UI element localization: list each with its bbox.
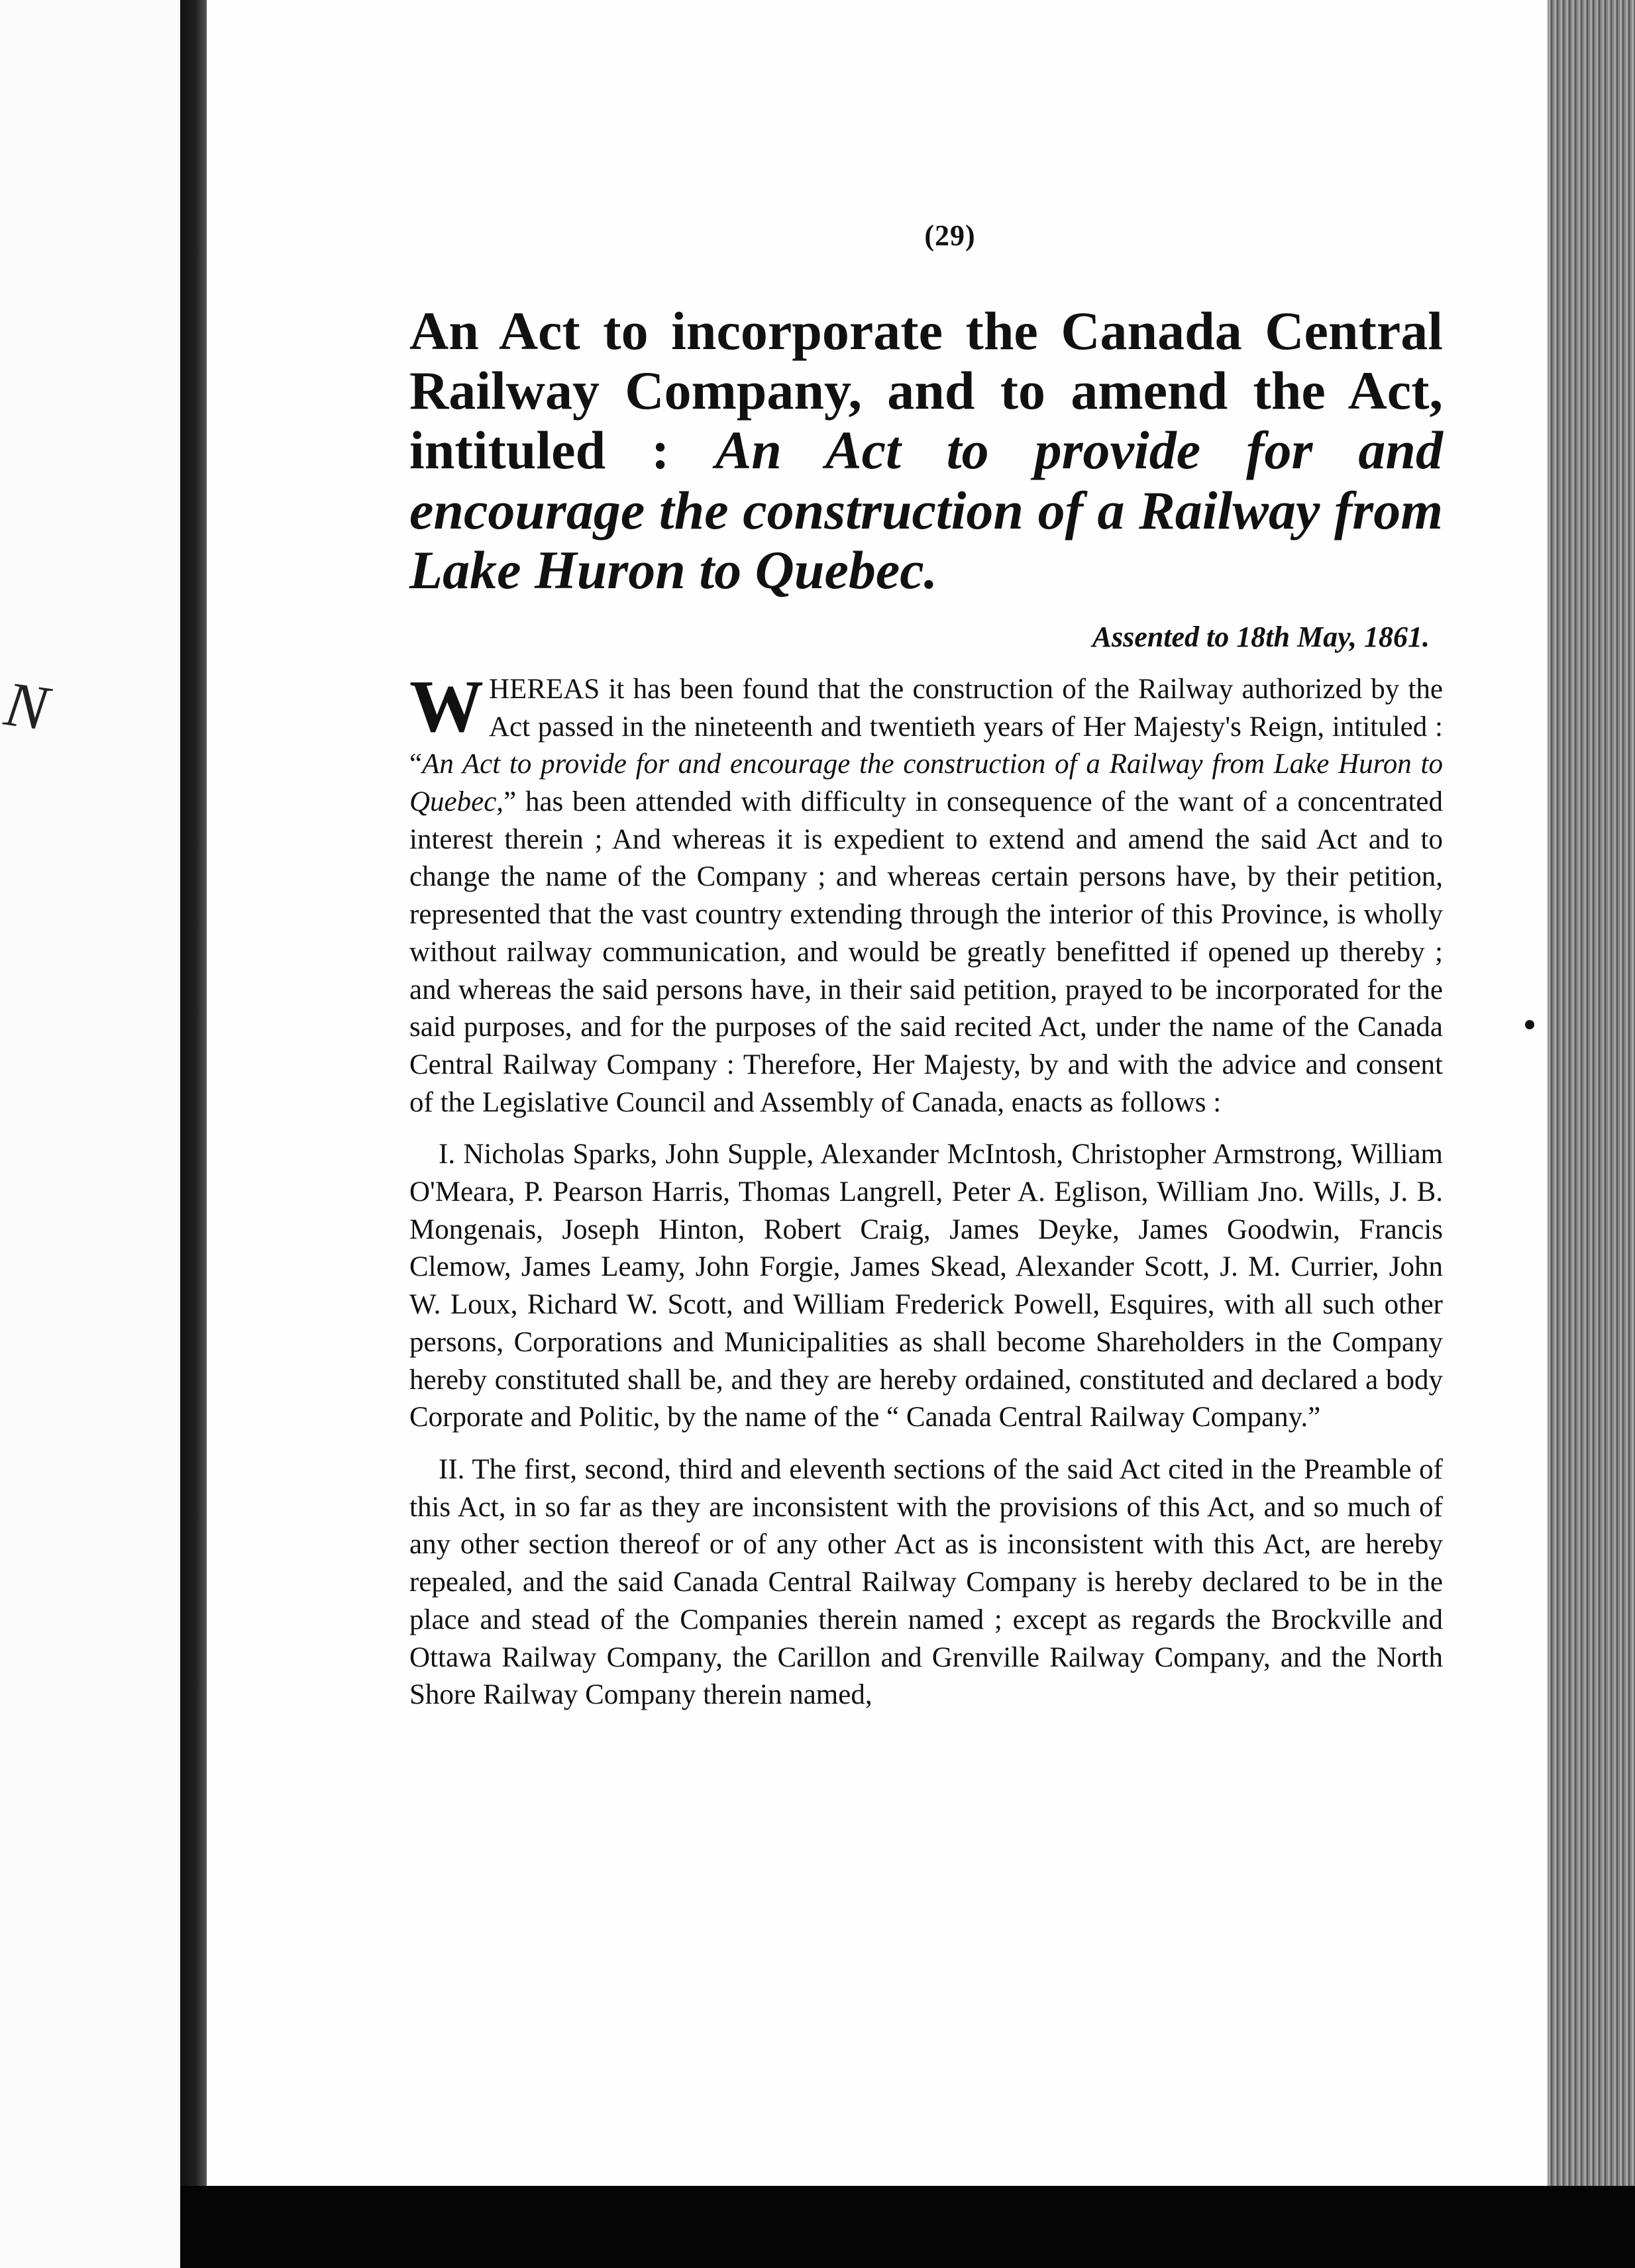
section-2: II. The first, second, third and eleventh sections of the said Act cited in the Preamble of this Act, in so far as they are inconsistent with the provisions of this Act, and so much of any other section thereof or of any other Act as is inconsistent with this Act, are hereby repealed, and the said Canada Central Railway Company is hereby declared to be in the place and stead of the Companies therein named ; except as regards the Brockville and Ottawa Railway Company, the Carillon and Grenville Railway Company, and the North Shore Railway Company therein named, <box>409 1454 1443 1711</box>
assent-prefix: Assented to <box>1092 620 1230 653</box>
ink-spot <box>1525 1020 1534 1029</box>
preamble <box>409 665 1443 1121</box>
act-title-main: An Act to incorporate the Canada Central Railway Company, and to amend the Act, intituled : <box>409 301 1443 481</box>
act-title <box>409 301 1443 600</box>
preamble-text-1: WHEREAS it has been found that the construction of the Railway authorized by the Act passed in the nineteenth and twentieth years of Her Majesty's Reign, intituled : “ <box>409 665 1443 780</box>
assent-date: 18th May, 1861. <box>1236 620 1430 653</box>
page-content <box>409 219 1443 1714</box>
facing-page <box>0 0 180 2268</box>
book-gutter <box>180 0 207 2268</box>
page-edges <box>1548 0 1635 2268</box>
preamble-cited-act: An Act to provide for and encourage the construction of a Railway from Lake Huron to Quebec, <box>409 748 1443 818</box>
assent-line <box>409 620 1430 654</box>
page-number: (29) <box>924 219 976 252</box>
act-title-cited-act: An Act to provide for and encourage the construction of a Railway from Lake Huron to Quebec. <box>409 420 1444 600</box>
section-1: I. Nicholas Sparks, John Supple, Alexander McIntosh, Christopher Armstrong, William O'Meara, P. Pearson Harris, Thomas Langrell, Peter A. Eglison, William Jno. Wills, J. B. Mongenais, Joseph Hinton, Robert Craig, James Deyke, James Goodwin, Francis Clemow, James Leamy, John Forgie, James Skead, Alexander Scott, J. M. Currier, John W. Loux, Richard W. Scott, and William Frederick Powell, Esquires, with all such other persons, Corporations and Municipalities as shall become Shareholders in the Company hereby constituted shall be, and they are hereby ordained, constituted and declared a body Corporate and Politic, by the name of the “ Canada Central Railway Company.” <box>409 1139 1443 1433</box>
margin-note: N <box>0 668 53 744</box>
preamble-text-2: ” has been attended with difficulty in consequence of the want of a concentrated interest therein ; And whereas it is expedient to extend and amend the said Act and to change the name of the Company ; and whereas certain persons have, by their petition, represented that the vast country extending through the interior of this Province, is wholly without railway communication, and would be greatly benefitted if opened up thereby ; and whereas the said persons have, in their said petition, prayed to be incorporated for the said purposes, and for the purposes of the said recited Act, under the name of the Canada Central Railway Company : Therefore, Her Majesty, by and with the advice and consent of the Legislative Council and Assembly of Canada, enacts as follows : <box>409 786 1443 1118</box>
scan-border <box>180 2186 1635 2268</box>
